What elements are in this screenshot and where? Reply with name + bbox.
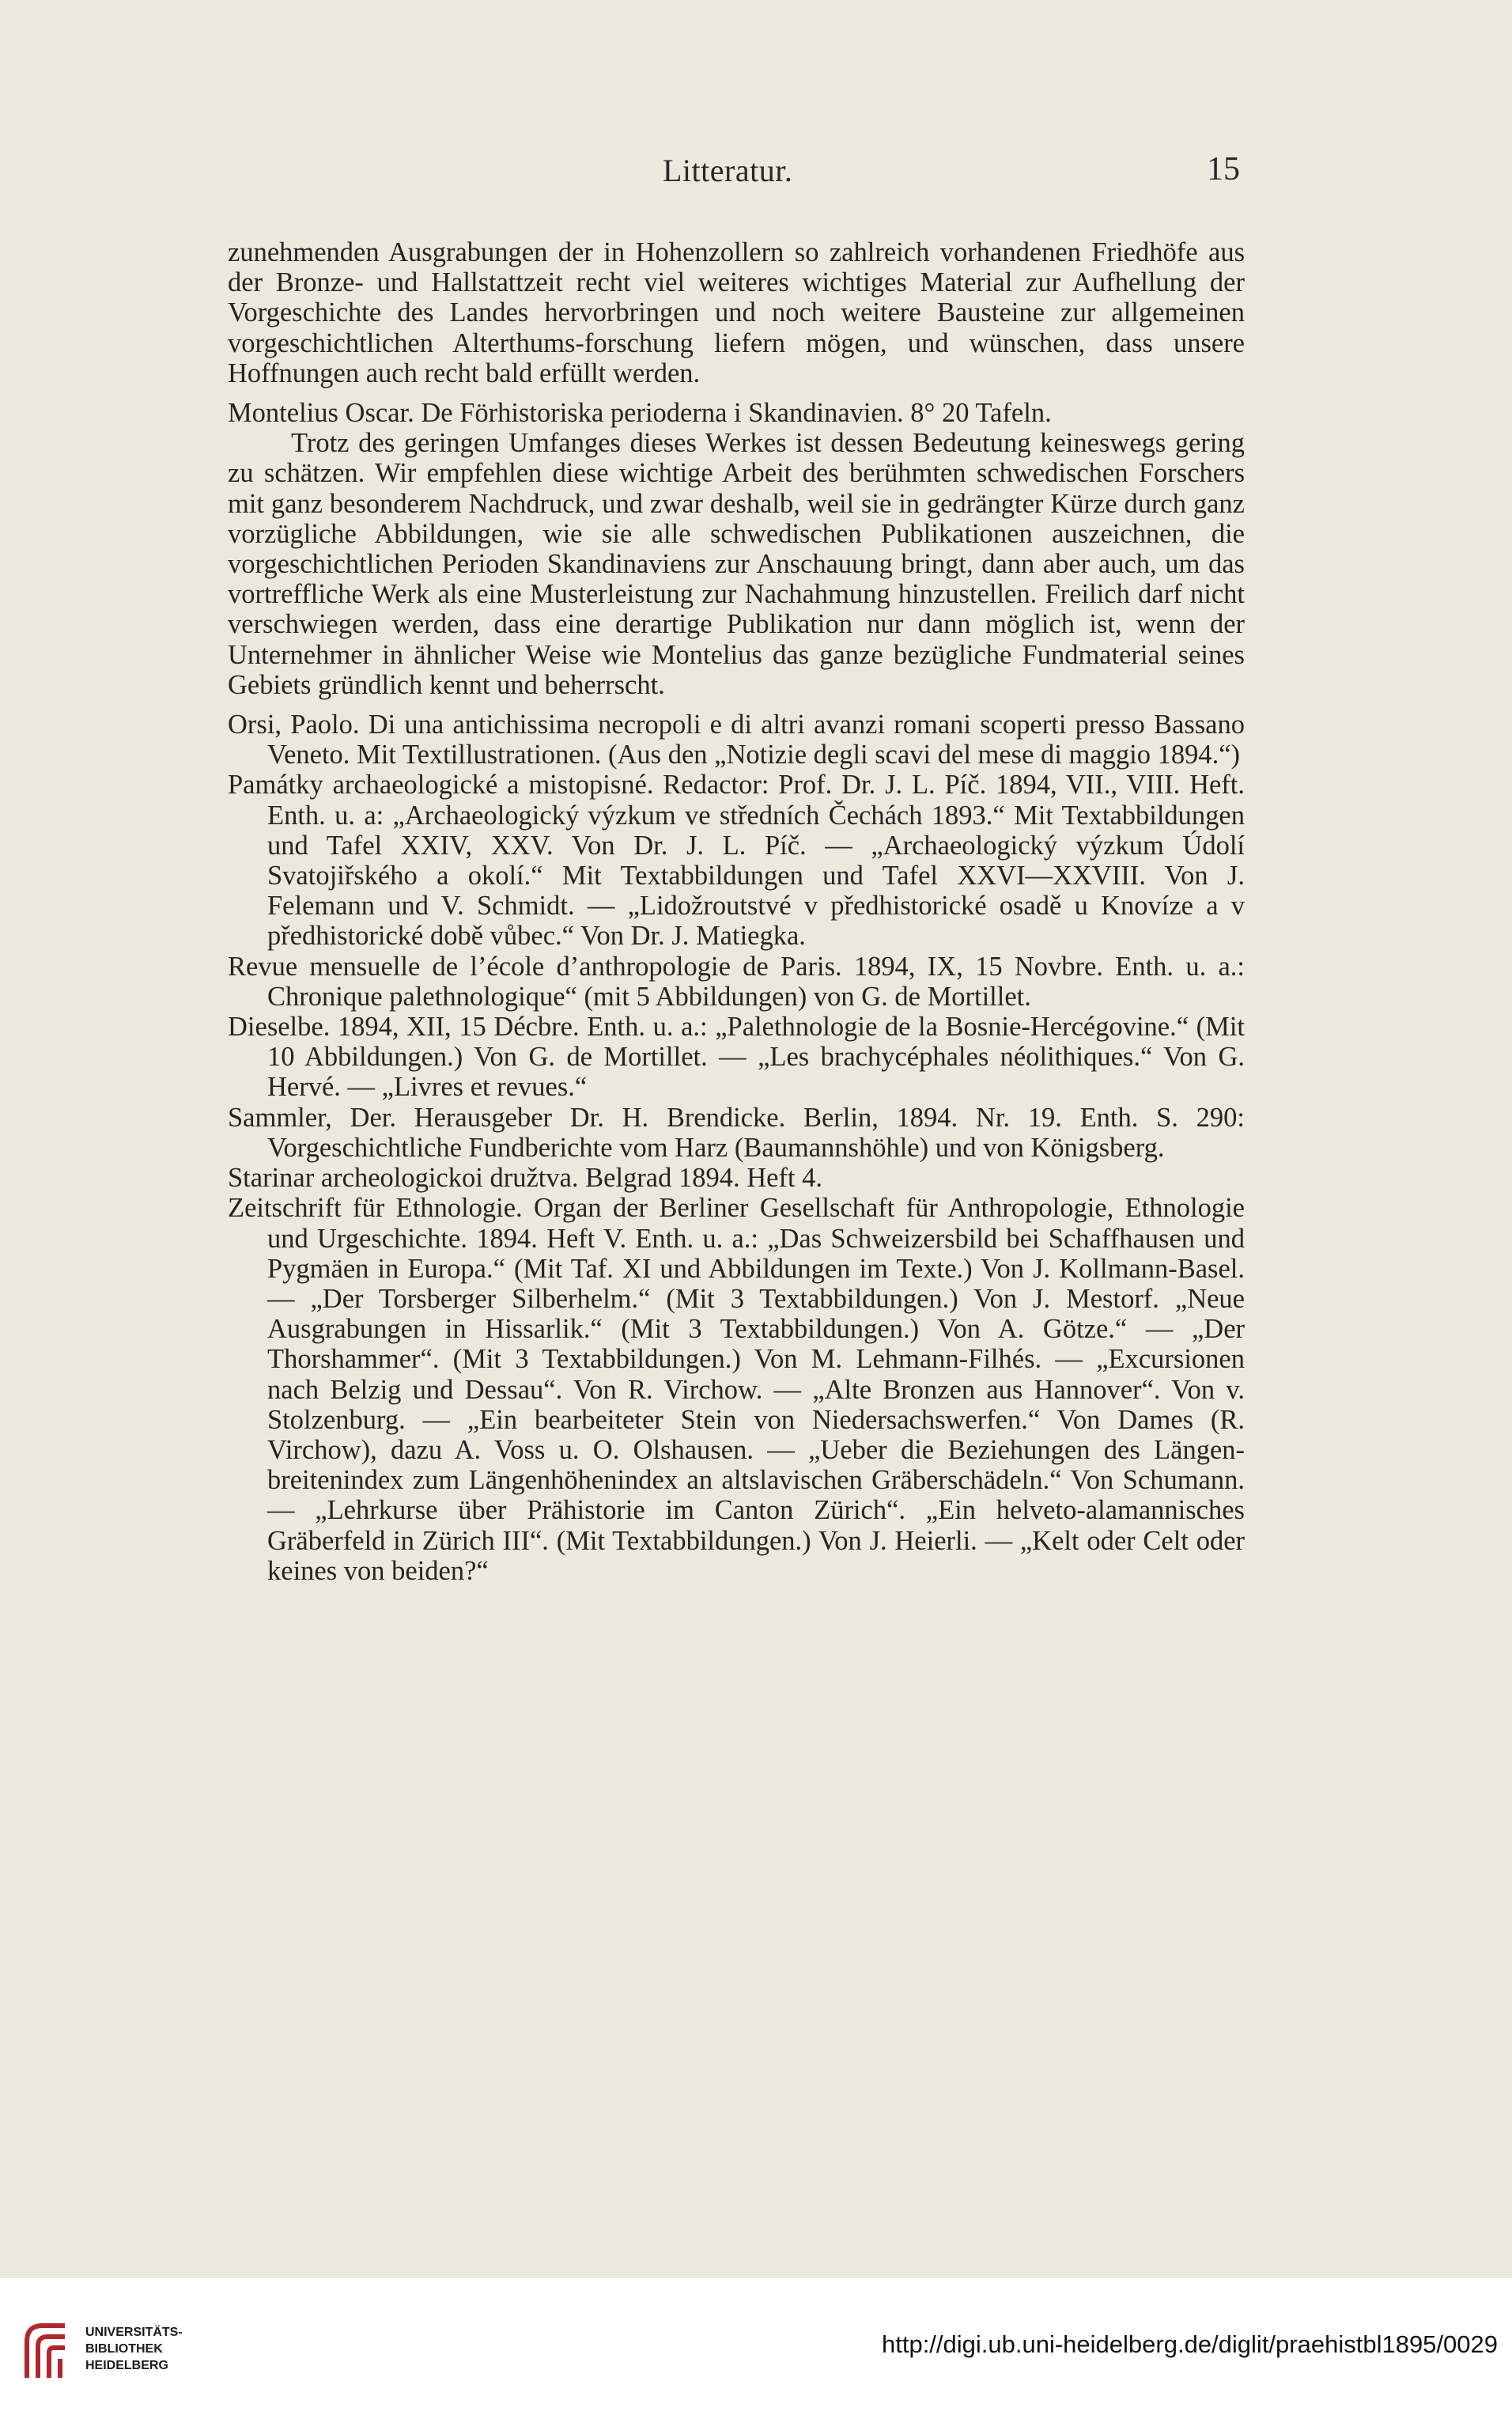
bibliography-entry-revue: Revue mensuelle de l’école d’anthropologie de Paris. 1894, IX, 15 Novbre. Enth. u. a.: Chronique palethnologique“ (mit 5 Abbildungen) von G. de Mortillet. bbox=[228, 951, 1245, 1012]
bibliography-entry-starinar: Starinar archeologickoi družtva. Belgrad 1894. Heft 4. bbox=[228, 1163, 823, 1194]
viewer-footer bbox=[0, 2278, 1512, 2415]
paragraph-continuation: zunehmenden Ausgrabungen der in Hohenzollern so zahlreich vorhandenen Friedhöfe aus der Bronze- und Hallstattzeit recht viel weiteres wichtiges Material zur Aufhellung der Vorgeschichte des Landes hervorbringen und noch weitere Bausteine zur allgemeinen vorgeschichtlichen Alterthums-forschung liefern mögen, und wünschen, dass unsere Hoffnungen auch recht bald erfüllt werden. bbox=[228, 237, 1245, 388]
bibliography-entry-dieselbe: Dieselbe. 1894, XII, 15 Décbre. Enth. u. a.: „Palethnologie de la Bosnie-Hercégovine.“ (Mit 10 Abbildungen.) Von G. de Mortillet. — „Les brachycéphales néolithiques.“ Von G. Hervé. — „Livres et revues.“ bbox=[228, 1012, 1245, 1103]
page-number: 15 bbox=[1207, 151, 1240, 187]
library-logo-text bbox=[85, 2324, 183, 2374]
review-paragraph: Trotz des geringen Umfanges dieses Werkes ist dessen Bedeutung keineswegs gering zu schätzen. Wir empfehlen diese wichtige Arbeit des berühmten schwedischen Forschers mit ganz besonderem Nachdruck, und zwar deshalb, weil sie in gedrängter Kürze durch ganz vorzügliche Abbildungen, wie sie alle schwedischen Publikationen auszeichnen, die vorgeschichtlichen Perioden Skandinaviens zur Anschauung bringt, dann aber auch, um das vortreffliche Werk als eine Musterleistung zur Nachahmung hinzustellen. Freilich darf nicht verschwiegen werden, dass eine derartige Publikation nur dann möglich ist, wenn der Unternehmer in ähnlicher Weise wie Montelius das ganze bezügliche Fundmaterial seines Gebiets gründlich kennt und beherrscht. bbox=[228, 428, 1245, 700]
permalink-url[interactable]: http://digi.ub.uni-heidelberg.de/diglit/praehistbl1895/0029 bbox=[881, 2330, 1498, 2358]
logo-line: UNIVERSITÄTS- bbox=[85, 2326, 183, 2339]
body-text bbox=[228, 237, 1245, 1586]
bibliography-entry-pamatky: Památky archaeologické a mistopisné. Redactor: Prof. Dr. J. L. Píč. 1894, VII., VIII. Heft. Enth. u. a: „Archaeologický výzkum ve středních Čechách 1893.“ Mit Textabbildungen und Tafel XXIV, XXV. Von Dr. J. L. Píč. — „Archaeologický výzkum Údolí Svatojiřského a okolí.“ Mit Textabbildungen und Tafel XXVI—XXVIII. Von J. Felemann und V. Schmidt. — „Lidožroutstvé v předhistorické osadě u Knovíze a v předhistorické době vůbec.“ Von Dr. J. Matiegka. bbox=[228, 770, 1245, 952]
logo-line: HEIDELBERG bbox=[85, 2359, 168, 2372]
library-logo-icon bbox=[21, 2318, 71, 2381]
bibliography-entry-montelius: Montelius Oscar. De Förhistoriska perioderna i Skandinavien. 8° 20 Tafeln. bbox=[228, 398, 1052, 429]
bibliography-entry-orsi: Orsi, Paolo. Di una antichissima necropoli e di altri avanzi romani scoperti presso Bassano Veneto. Mit Textillustrationen. (Aus den „Notizie degli scavi del mese di maggio 1894.“) bbox=[228, 710, 1245, 770]
running-head: Litteratur. bbox=[663, 153, 793, 188]
bibliography-entry-sammler: Sammler, Der. Herausgeber Dr. H. Brendicke. Berlin, 1894. Nr. 19. Enth. S. 290: Vorgeschichtliche Fundberichte vom Harz (Baumannshöhle) und von Königsberg. bbox=[228, 1102, 1245, 1163]
bibliography-entry-zeitschrift: Zeitschrift für Ethnologie. Organ der Berliner Gesellschaft für Anthropologie, Ethnologie und Urgeschichte. 1894. Heft V. Enth. u. a.: „Das Schweizersbild bei Schaffhausen und Pygmäen in Europa.“ (Mit Taf. XI und Abbildungen im Texte.) Von J. Kollmann-Basel. — „Der Torsberger Silberhelm.“ (Mit 3 Textabbildungen.) Von J. Mestorf. „Neue Ausgrabungen in Hissarlik.“ (Mit 3 Textabbildungen.) Von A. Götze.“ — „Der Thorshammer“. (Mit 3 Textabbildungen.) Von M. Lehmann-Filhés. — „Excursionen nach Belzig und Dessau“. Von R. Virchow. — „Alte Bronzen aus Hannover“. Von v. Stolzenburg. — „Ein bearbeiteter Stein von Niedersachswerfen.“ Von Dames (R. Virchow), dazu A. Voss u. O. Olshausen. — „Ueber die Beziehungen des Längen-breitenindex zum Längenhöhenindex an altslavischen Gräberschädeln.“ Von Schumann. — „Lehrkurse über Prähistorie im Canton Zürich“. „Ein helveto-alamannisches Gräberfeld in Zürich III“. (Mit Textabbildungen.) Von J. Heierli. — „Kelt oder Celt oder keines von beiden?“ bbox=[228, 1193, 1245, 1586]
logo-line: BIBLIOTHEK bbox=[85, 2342, 163, 2356]
